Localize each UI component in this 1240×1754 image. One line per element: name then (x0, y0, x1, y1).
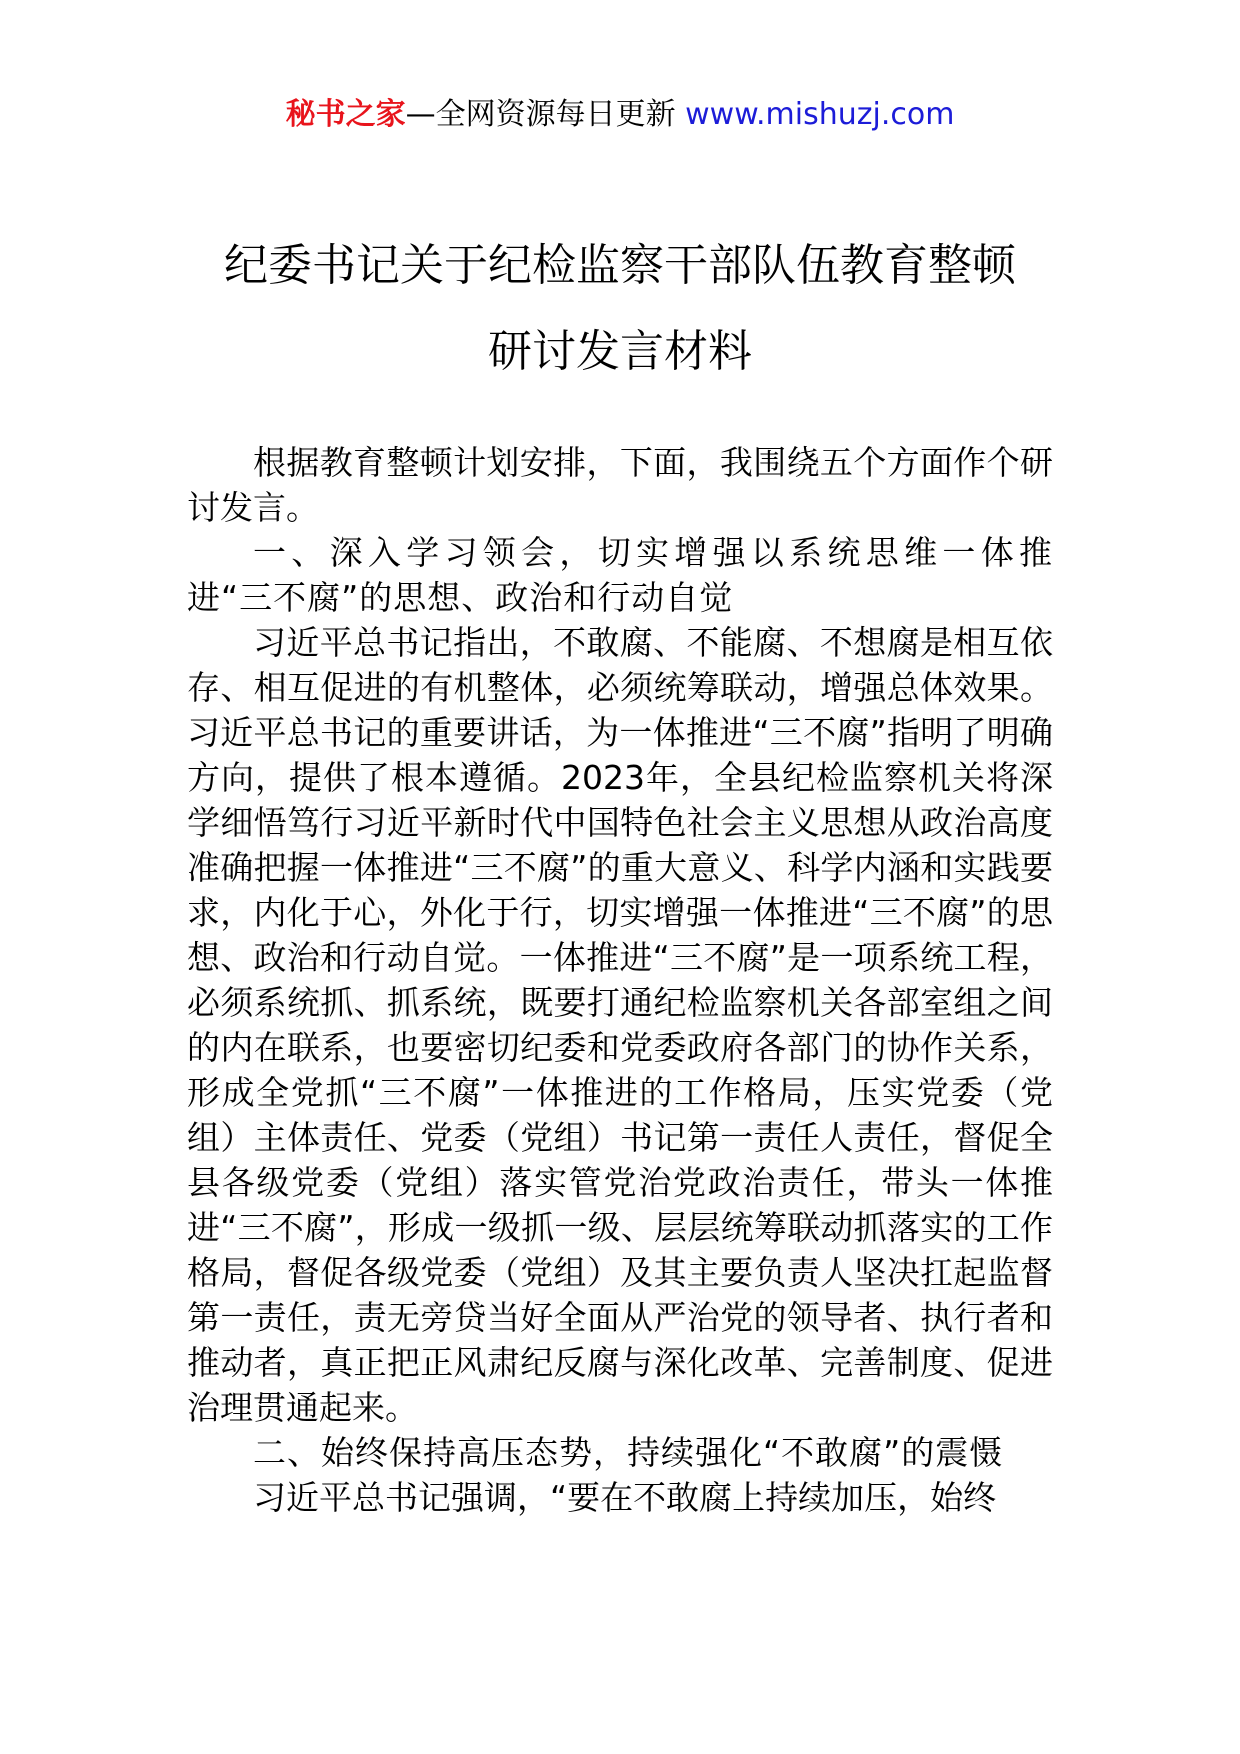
brand-name: 秘书之家 (285, 97, 406, 132)
intro-paragraph: 根据教育整顿计划安排，下面，我围绕五个方面作个研讨发言。 (187, 443, 1053, 527)
document-body (187, 440, 1053, 1520)
document-title-line-1: 纪委书记关于纪检监察干部队伍教育整顿 (224, 240, 1016, 291)
website-link[interactable]: www.mishuzj.com (685, 97, 955, 132)
banner-slogan: —全网资源每日更新 (405, 97, 686, 132)
section-heading-2: 二、始终保持高压态势，持续强化“不敢腐”的震慑 (253, 1433, 1004, 1472)
site-banner (0, 95, 1240, 135)
body-paragraph-1: 习近平总书记指出，不敢腐、不能腐、不想腐是相互依存、相互促进的有机整体，必须统筹联动，增强总体效果。习近平总书记的重要讲话，为一体推进“三不腐”指明了明确方向，提供了根本遵循。2023年，全县纪检监察机关将深学细悟笃行习近平新时代中国特色社会主义思想从政治高度准确把握一体推进“三不腐”的重大意义、科学内涵和实践要求，内化于心，外化于行，切实增强一体推进“三不腐”的思想、政治和行动自觉。一体推进“三不腐”是一项系统工程，必须系统抓、抓系统，既要打通纪检监察机关各部室组之间的内在联系，也要密切纪委和党委政府各部门的协作关系，形成全党抓“三不腐”一体推进的工作格局，压实党委（党组）主体责任、党委（党组）书记第一责任人责任，督促全县各级党委（党组）落实管党治党政治责任，带头一体推进“三不腐”，形成一级抓一级、层层统筹联动抓落实的工作格局，督促各级党委（党组）及其主要负责人坚决扛起监督第一责任，责无旁贷当好全面从严治党的领导者、执行者和推动者，真正把正风肃纪反腐与深化改革、完善制度、促进治理贯通起来。 (187, 623, 1053, 1427)
document-title-line-2: 研讨发言材料 (488, 326, 752, 377)
body-paragraph-2: 习近平总书记强调，“要在不敢腐上持续加压，始终 (253, 1478, 997, 1517)
section-heading-1: 一、深入学习领会，切实增强以系统思维一体推进“三不腐”的思想、政治和行动自觉 (187, 533, 1053, 617)
